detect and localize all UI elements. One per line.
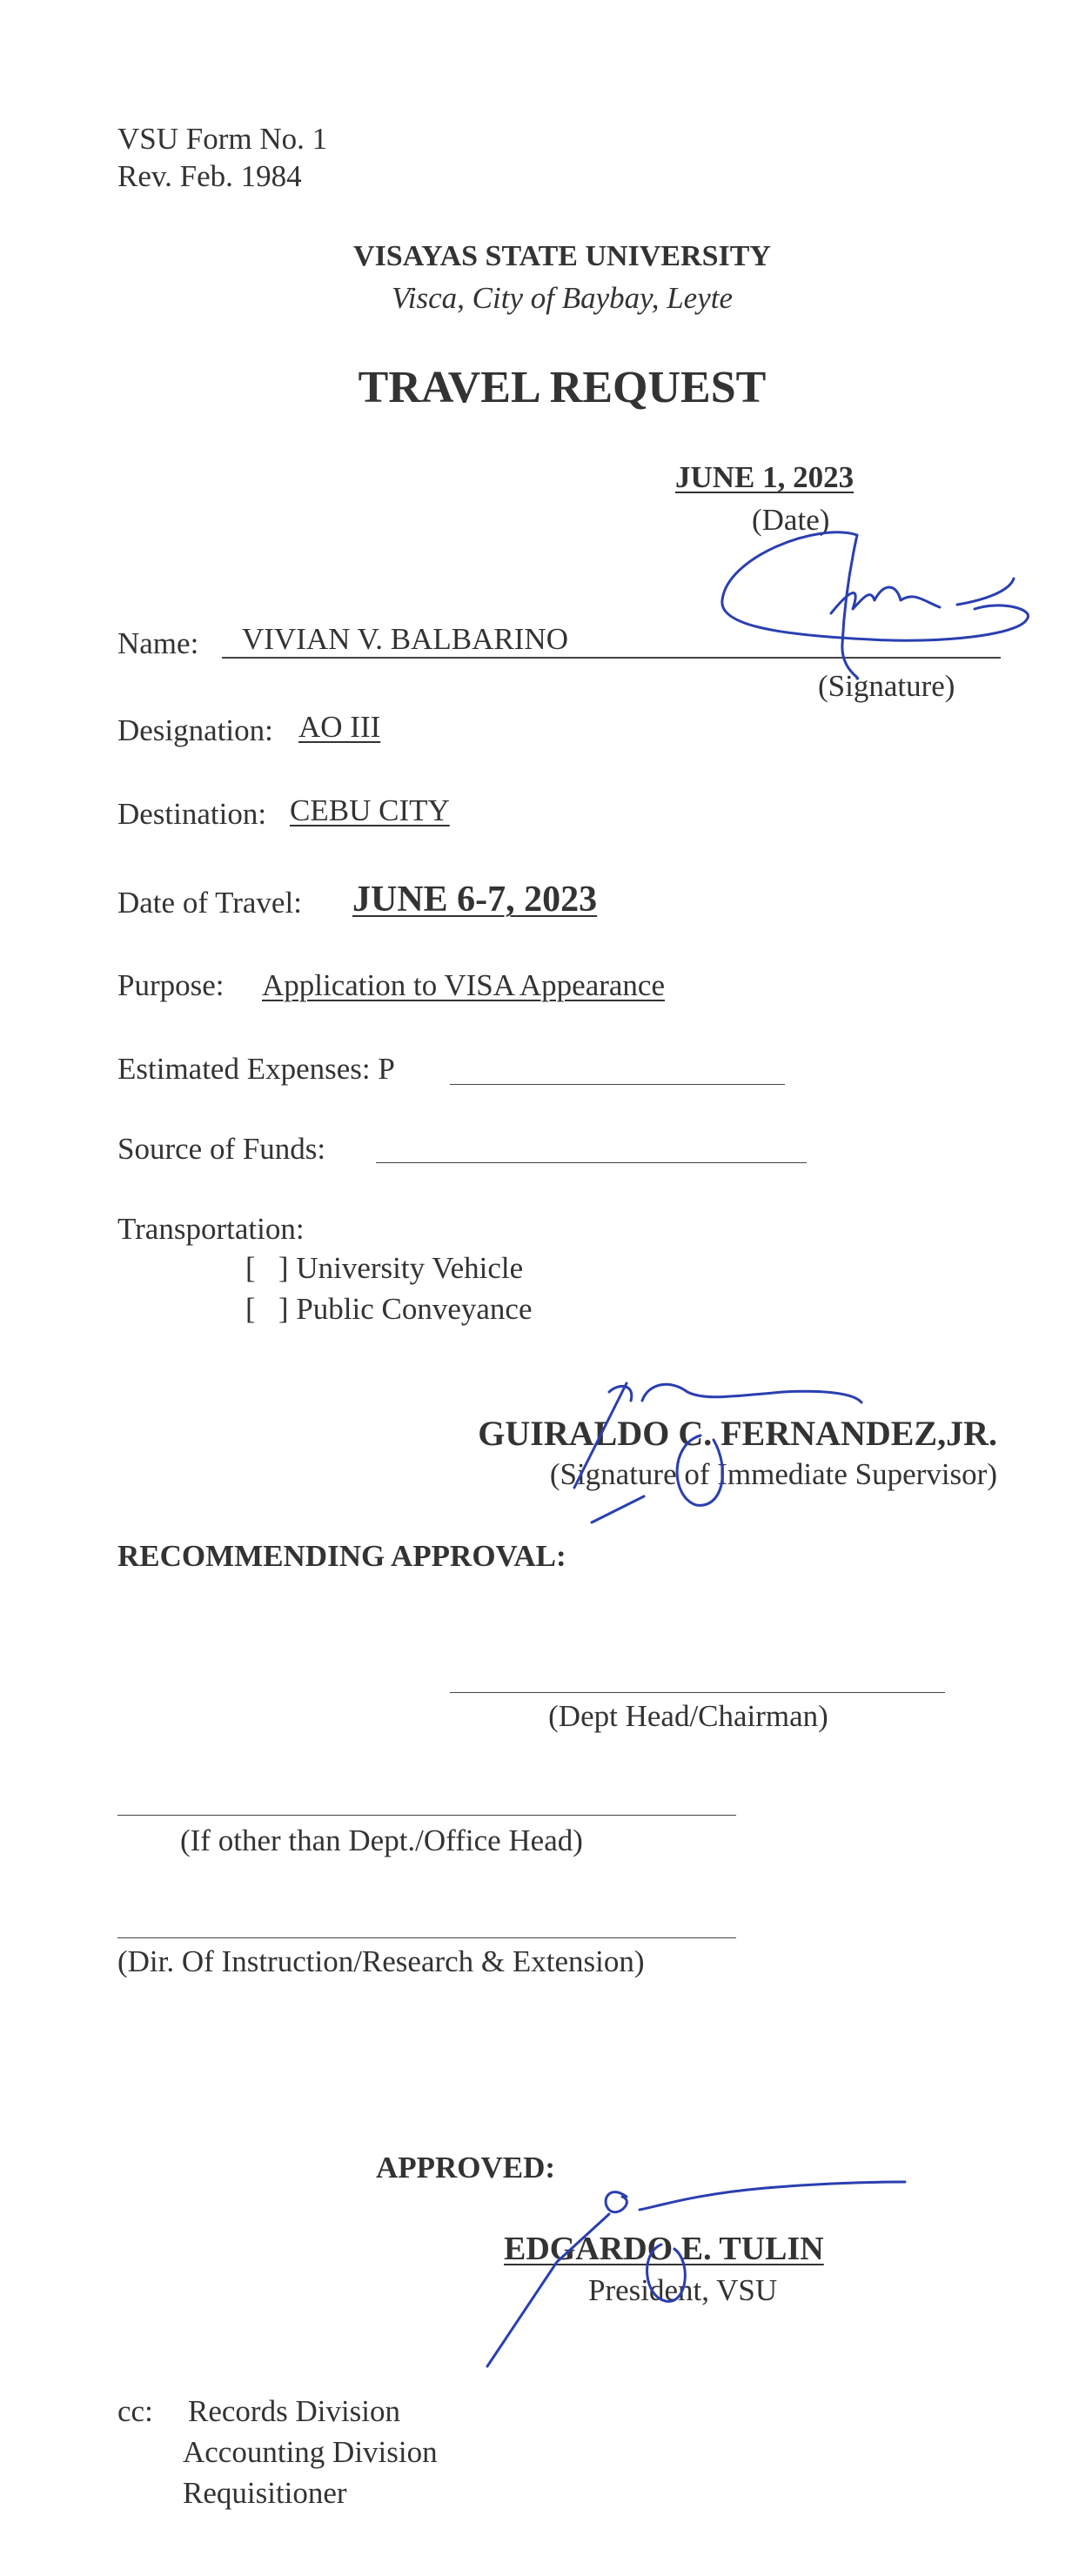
director-label: (Dir. Of Instruction/Research & Extension): [117, 1944, 645, 1978]
checkbox[interactable]: [ ]: [245, 1251, 289, 1285]
cc-label: cc:: [117, 2394, 153, 2428]
checkbox[interactable]: [ ]: [245, 1292, 289, 1326]
other-head-label: (If other than Dept./Office Head): [180, 1823, 583, 1857]
date-of-travel-label: Date of Travel:: [117, 886, 302, 920]
cc-item: Requisitioner: [183, 2476, 347, 2510]
form-revision: Rev. Feb. 1984: [117, 159, 302, 193]
option-label: Public Conveyance: [296, 1292, 533, 1326]
destination-value: CEBU CITY: [290, 793, 450, 827]
name-value: VIVIAN V. BALBARINO: [242, 622, 568, 656]
transportation-label: Transportation:: [117, 1212, 305, 1246]
form-number: VSU Form No. 1: [117, 122, 328, 156]
approver-name: EDGARDO E. TULIN: [504, 2231, 824, 2267]
date-label: (Date): [752, 503, 830, 537]
purpose-value: Application to VISA Appearance: [262, 968, 665, 1002]
designation-label: Designation:: [117, 713, 273, 747]
dept-head-label: (Dept Head/Chairman): [548, 1699, 828, 1733]
president-signature: [487, 2182, 905, 2366]
designation-value: AO III: [298, 710, 381, 744]
requester-signature: [722, 532, 1029, 679]
option-label: University Vehicle: [296, 1251, 524, 1285]
university-name: VISAYAS STATE UNIVERSITY: [353, 240, 771, 272]
expenses-label: Estimated Expenses: P: [117, 1052, 395, 1086]
supervisor-signature: [574, 1383, 861, 1522]
signature-label: (Signature): [818, 669, 955, 703]
source-of-funds-label: Source of Funds:: [117, 1132, 326, 1166]
date-of-travel-value: JUNE 6-7, 2023: [352, 880, 598, 920]
cc-item: Records Division: [188, 2394, 401, 2428]
university-address: Visca, City of Baybay, Leyte: [391, 281, 734, 315]
supervisor-label: (Signature of Immediate Supervisor): [549, 1457, 997, 1491]
cc-item: Accounting Division: [183, 2435, 438, 2469]
recommending-heading: RECOMMENDING APPROVAL:: [117, 1539, 566, 1573]
supervisor-name: GUIRALDO C. FERNANDEZ,JR.: [478, 1414, 997, 1453]
page-title: TRAVEL REQUEST: [358, 363, 767, 412]
name-label: Name:: [117, 626, 199, 660]
purpose-label: Purpose:: [117, 968, 225, 1002]
approver-title: President, VSU: [588, 2273, 778, 2307]
approved-heading: APPROVED:: [376, 2151, 556, 2185]
request-date: JUNE 1, 2023: [675, 460, 854, 494]
destination-label: Destination:: [117, 797, 267, 831]
